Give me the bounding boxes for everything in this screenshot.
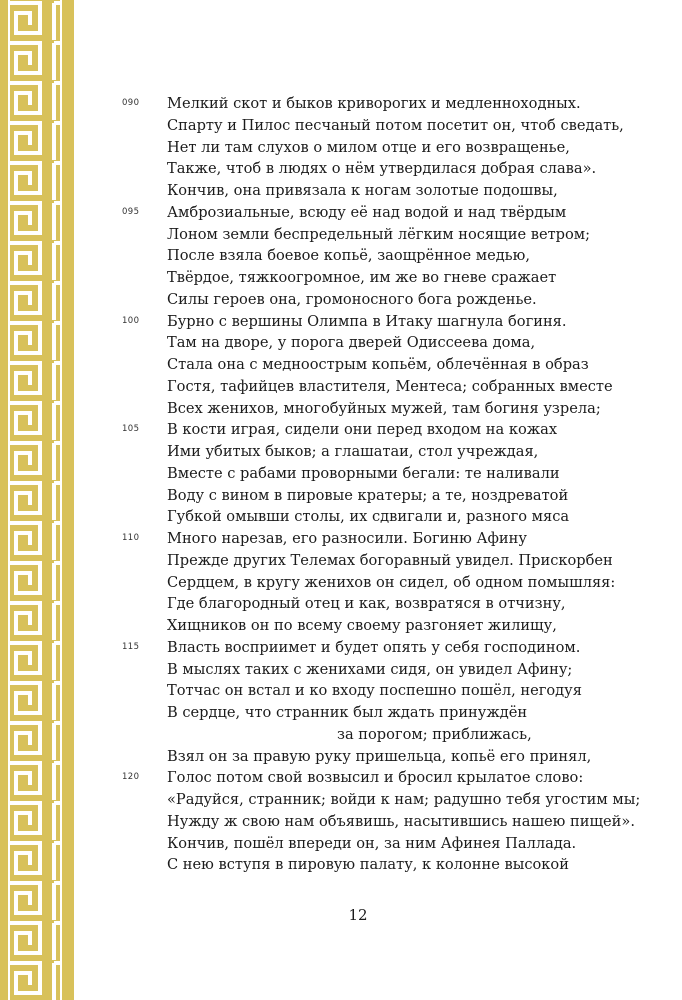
poem-line [122,398,662,420]
line-text: Где благородный отец и как, возвратяся в отчизну, [167,595,566,613]
line-text: В мыслях таких с женихами сидя, он увидел Афину; [167,660,573,678]
poem-line [122,680,662,702]
poem-line [122,289,662,311]
poem-line [122,93,662,115]
poem-line [122,485,662,507]
poem-line [122,441,662,463]
line-text: Нужду ж свою нам объявишь, насытившись нашею пищей». [167,812,635,830]
poem-line [122,463,662,485]
line-number: 090 [122,98,140,108]
line-text: Лоном земли беспредельный лёгким носящие ветром; [167,225,591,243]
line-text: В кости играя, сидели они перед входом на кожах [167,421,558,439]
line-text: Сердцем, в кругу женихов он сидел, об одном помышляя: [167,573,616,591]
line-text: Тотчас он встал и ко входу поспешно пошёл, негодуя [167,682,582,700]
poem-line [122,419,662,441]
page-number: 12 [348,906,368,924]
greek-key-border [0,0,74,1000]
line-number: 120 [122,772,140,783]
line-text: Бурно с вершины Олимпа в Итаку шагнула богиня. [167,312,567,330]
border-right-strip [62,0,74,1000]
poem-line [122,659,662,681]
line-number: 105 [122,424,140,435]
line-text: Стала она с медноострым копьём, облечённая в образ [167,356,589,373]
line-text: В сердце, что странник был ждать принуждён [167,704,528,721]
line-text: Силы героев она, громоносного бога рожденье. [167,290,537,308]
line-number: 115 [122,641,140,652]
line-text: Также, чтоб в людях о нём утвердилася добрая слава». [167,160,597,178]
line-number: 110 [122,533,140,543]
line-text: После взяла боевое копьё, заощрённое медью, [167,247,530,265]
line-text: Гостя, тафийцев властителя, Ментеса; собранных вместе [167,377,613,395]
poem-line [122,137,662,159]
poem-line [122,354,662,376]
line-text: Власть восприимет и будет опять у себя господином. [167,638,581,656]
poem-line [122,202,662,224]
poem-line [122,702,662,724]
poem-line [122,158,662,180]
line-text: Кончив, пошёл впереди он, за ним Афинея Паллада. [167,834,577,852]
poem-line [122,376,662,398]
poem-line [122,724,662,746]
line-text: Вместе с рабами проворными бегали: те наливали [167,464,560,482]
poem-line [122,615,662,637]
poem-line [122,550,662,572]
line-text: Губкой омывши столы, их сдвигали и, разного мяса [167,508,570,526]
line-text: Ими убитых быков; а глашатаи, стол учреждая, [167,443,539,460]
poem-line [122,245,662,267]
greek-key-pattern [0,0,74,1000]
poem-text-block [122,93,662,876]
poem-line [122,854,662,876]
line-text: Мелкий скот и быков криворогих и медленноходных. [167,95,581,112]
line-text: Всех женихов, многобуйных мужей, там богиня узрела; [167,399,601,417]
poem-line [122,332,662,354]
poem-line [122,789,662,811]
poem-line [122,811,662,833]
border-left-strip [0,0,8,1000]
line-text: Кончив, она привязала к ногам золотые подошвы, [167,182,558,199]
poem-line [122,833,662,855]
poem-line [122,746,662,768]
line-text: «Радуйся, странник; войди к нам; радушно тебя угостим мы; [167,791,641,808]
poem-line [122,224,662,246]
line-number: 095 [122,206,140,217]
poem-line [122,593,662,615]
line-text: Хищников он по всему своему разгоняет жилищу, [167,617,557,634]
poem-line [122,506,662,528]
poem-line [122,528,662,550]
line-text: Воду с вином в пировые кратеры; а те, ноздреватой [167,486,569,504]
line-text: С нею вступя в пировую палату, к колонне высокой [167,856,569,874]
line-text: Там на дворе, у порога дверей Одиссеева дома, [167,334,536,352]
poem-line [122,767,662,789]
border-meander-band [10,0,60,1000]
line-number: 100 [122,315,140,326]
poem-line [122,115,662,137]
poem-line [122,572,662,594]
line-text: Спарту и Пилос песчаный потом посетит он, чтоб сведать, [167,116,624,134]
line-text: Взял он за правую руку пришельца, копьё его принял, [167,747,592,765]
line-text: Много нарезав, его разносили. Богиню Афину [167,530,527,547]
poem-line [122,267,662,289]
line-text: Прежде других Телемах богоравный увидел. Прискорбен [167,551,613,569]
line-text: за порогом; приближась, [337,725,532,743]
line-text: Амброзиальные, всюду её над водой и над твёрдым [167,203,567,221]
poem-line [122,180,662,202]
line-text: Голос потом свой возвысил и бросил крылатое слово: [167,769,584,787]
line-text: Нет ли там слухов о милом отце и его возвращенье, [167,138,570,156]
poem-line [122,637,662,659]
poem-line [122,311,662,333]
line-text: Твёрдое, тяжкоогромное, им же во гневе сражает [167,269,557,286]
